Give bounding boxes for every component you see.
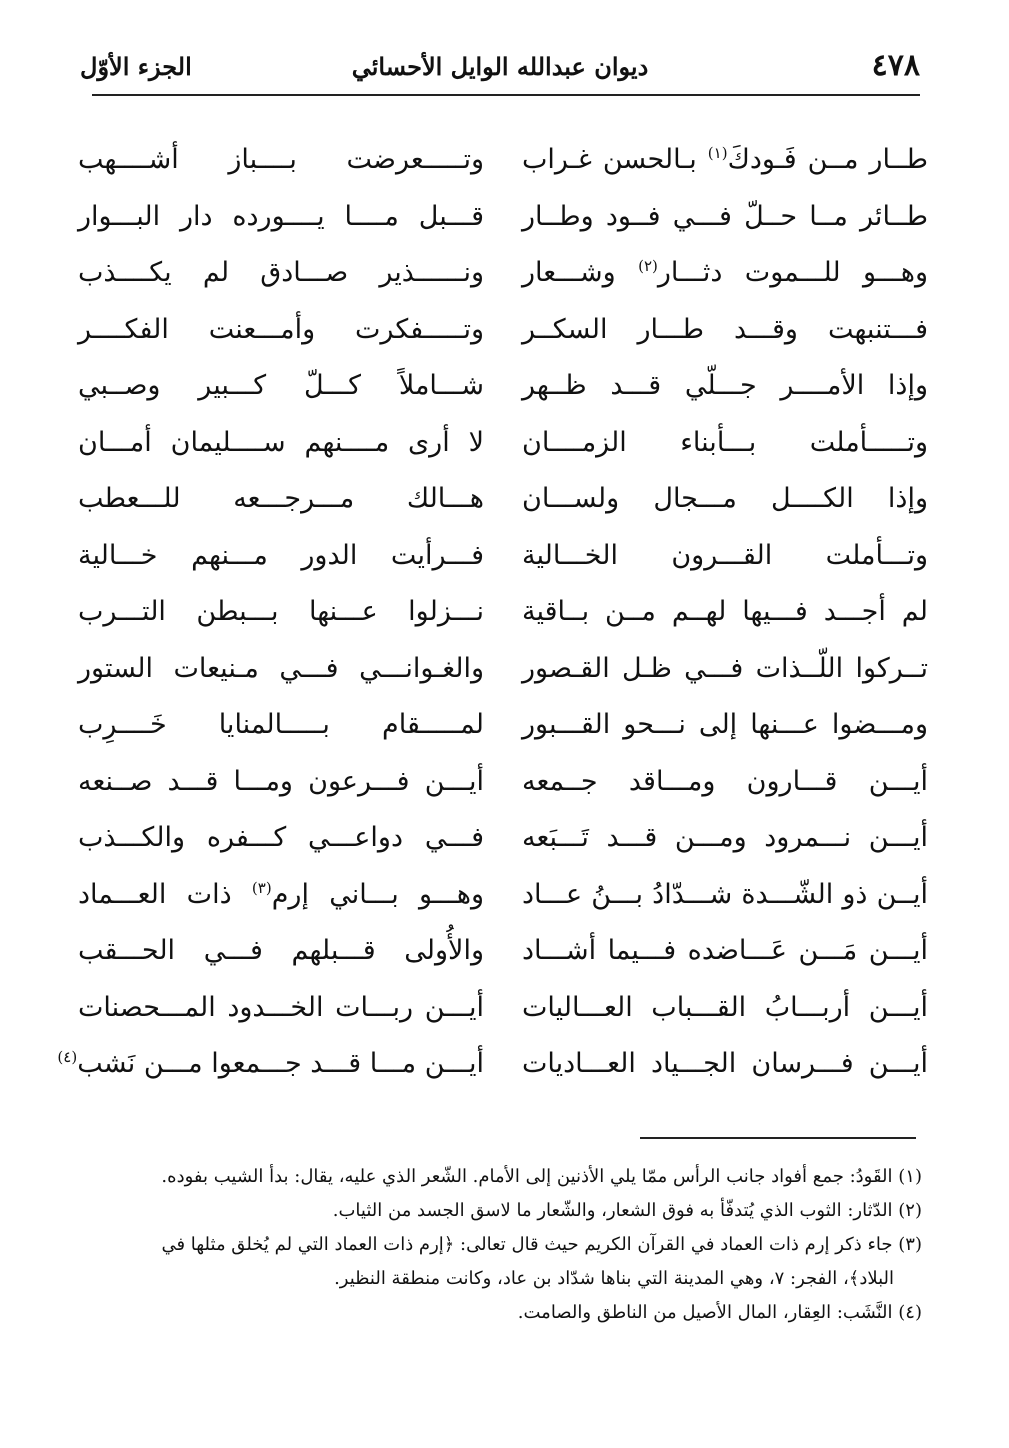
verse-line: [78, 534, 928, 591]
second-hemistich: [78, 477, 484, 521]
verse-line: [78, 590, 928, 647]
verse-line: [78, 873, 928, 930]
footnote-4: (٤) النَّشَب: العِقار، المال الأصيل من الناطق والصامت.: [517, 1302, 922, 1323]
verse-line: [78, 308, 928, 365]
hemistich-text: طــائر مــا حــلّ فـــي فــود وطــار: [522, 200, 928, 232]
hemistich-text: فـــتنبهت وقـــد طـــار السكــر: [522, 313, 928, 345]
first-hemistich: [522, 138, 928, 182]
hemistich-text: بـالحسن غـراب: [522, 144, 708, 175]
verse-line: [78, 703, 928, 760]
second-hemistich: [78, 986, 484, 1030]
second-hemistich: [78, 647, 484, 691]
second-hemistich: [78, 760, 484, 804]
hemistich-text: أيـــن مَـــن عَـــاضده فـــيما أشـــاد: [522, 935, 928, 966]
hemistich-text: أيـــن أربـــابُ القـــباب العـــاليات: [522, 991, 928, 1023]
second-hemistich: [78, 421, 484, 465]
hemistich-text: وتـــأملت القـــرون الخـــالية: [522, 539, 928, 571]
verse-line: [78, 251, 928, 308]
hemistich-text: شـــاملاً كـــلّ كـــبير وصــبي: [78, 370, 484, 401]
hemistich-text: فـــرأيت الدور مـــنهم خـــالية: [78, 539, 484, 571]
second-hemistich: [78, 703, 484, 747]
verse-line: [78, 195, 928, 252]
verse-line: [78, 929, 928, 986]
first-hemistich: [522, 929, 928, 973]
poem: [57, 138, 928, 1099]
second-hemistich: [78, 590, 484, 634]
page-number: ٤٧٨: [871, 48, 920, 83]
hemistich-text: وهـــو للـــموت دثـــار: [657, 257, 928, 288]
hemistich-text: أيـــن نـــمرود ومـــن قـــد تَـــبَعه: [522, 822, 928, 853]
footnote-1: (١) القَودُ: جمع أفواد جانب الرأس ممّا يلي الأذنين إلى الأمام. الشّعر الذي عليه، يقال: بدأ الشيب بفوده.: [161, 1166, 922, 1187]
hemistich-text: تــركوا اللّــذات فـــي ظـل القـصور: [522, 652, 928, 684]
first-hemistich: [522, 590, 928, 634]
hemistich-text: أيـــن فـــرعون ومـــا قـــد صــنعه: [78, 765, 484, 797]
hemistich-text: وإذا الأمــــر جـــلّي قـــد ظــهر: [522, 370, 928, 401]
verse-line: [78, 138, 928, 195]
second-hemistich: [78, 251, 484, 295]
hemistich-text: هـــالك مـــرجـــعه للـــعطب: [78, 483, 484, 514]
first-hemistich: [522, 1042, 928, 1086]
hemistich-text: أيـــن فـــرسان الجـــياد العـــاديات: [522, 1048, 928, 1079]
footnote-marker: (٤): [57, 1048, 78, 1066]
hemistich-text: فـــي دواعـــي كـــفره والكـــذب: [78, 822, 484, 853]
first-hemistich: [522, 477, 928, 521]
verse-line: [57, 1042, 928, 1099]
hemistich-text: والأُولى قـــبلهم فـــي الحـــقب: [78, 935, 484, 966]
second-hemistich: [78, 308, 484, 352]
footnotes: [90, 1160, 922, 1330]
second-hemistich: [78, 138, 484, 182]
first-hemistich: [522, 703, 928, 747]
first-hemistich: [522, 816, 928, 860]
hemistich-text: أيــن ذو الشّـــدة شـــدّادُ بـــنُ عـــاد: [522, 878, 928, 910]
hemistich-text: ذات العـــماد: [78, 878, 252, 910]
first-hemistich: [522, 364, 928, 408]
hemistich-text: وتـــــفكرت وأمـــعنت الفكــــر: [78, 313, 484, 345]
second-hemistich: [78, 534, 484, 578]
hemistich-text: لمـــــقام بـــــالمنايا خَــــرِب: [78, 709, 484, 740]
second-hemistich: [78, 873, 484, 917]
hemistich-text: والغـوانـــي فـــي مـنيعات الستور: [78, 652, 484, 684]
footnote-marker: (٢): [638, 257, 658, 275]
first-hemistich: [522, 647, 928, 691]
hemistich-text: ونــــــذير صـــادق لم يكــــذب: [78, 257, 484, 288]
hemistich-text: طــار مــن فَـودكَ: [727, 144, 928, 175]
hemistich-text: وتـــــعرضت بــــباز أشــــهب: [78, 144, 484, 175]
verse-line: [78, 760, 928, 817]
first-hemistich: [522, 251, 928, 295]
hemistich-text: أيـــن ربـــات الخـــدود المـــحصنات: [78, 991, 484, 1023]
verse-line: [78, 816, 928, 873]
footnote-3-continued: البلاد﴾، الفجر: ٧، وهي المدينة التي بناها شدّاد بن عاد، وكانت منطقة النظير.: [334, 1268, 894, 1289]
hemistich-text: وهـــو بـــاني إرم: [271, 878, 485, 910]
footnote-3: (٣) جاء ذكر إرم ذات العماد في القرآن الكريم حيث قال تعالى: ﴿إرم ذات العماد التي لم يُخلق مثلها في: [161, 1234, 922, 1255]
first-hemistich: [522, 308, 928, 352]
hemistich-text: لا أرى مــــنهم ســــليمان أمـــان: [78, 426, 484, 458]
second-hemistich: [57, 1042, 484, 1086]
second-hemistich: [78, 195, 484, 239]
hemistich-text: نـــزلوا عـــنها بـــبطن التـــرب: [78, 596, 484, 627]
hemistich-text: لم أجـــد فـــيها لهــم مــن بــاقية: [522, 596, 928, 627]
footnote-marker: (٣): [251, 878, 272, 897]
verse-line: [78, 421, 928, 478]
first-hemistich: [522, 986, 928, 1030]
footnote-separator: [640, 1137, 916, 1139]
second-hemistich: [78, 364, 484, 408]
verse-line: [78, 477, 928, 534]
footnote-marker: (١): [707, 144, 728, 162]
header-rule: [92, 94, 920, 96]
first-hemistich: [522, 873, 928, 917]
first-hemistich: [522, 760, 928, 804]
hemistich-text: وإذا الكــــل مـــجال ولســـان: [522, 483, 928, 514]
hemistich-text: قـــبل مــــا يــــورده دار البـــوار: [78, 200, 484, 232]
hemistich-text: أيـــن قـــارون ومـــاقد جــمعه: [522, 765, 928, 797]
book-title: ديوان عبدالله الوايل الأحسائي: [351, 52, 649, 81]
verse-line: [78, 986, 928, 1043]
footnote-2: (٢) الدّثار: الثوب الذي يُتدفّأ به فوق الشعار، والشّعار ما لاسق الجسد من الثياب.: [332, 1200, 922, 1221]
hemistich-text: وتـــــأملت بـــأبناء الزمــــان: [522, 426, 928, 458]
first-hemistich: [522, 534, 928, 578]
page-header: [80, 44, 920, 94]
first-hemistich: [522, 195, 928, 239]
verse-line: [78, 364, 928, 421]
hemistich-text: أيـــن مـــا قـــد جـــمعوا مـــن نَشب: [77, 1048, 484, 1079]
second-hemistich: [78, 816, 484, 860]
first-hemistich: [522, 421, 928, 465]
hemistich-text: ومـــضوا عـــنها إلى نـــحو القـــبور: [522, 709, 928, 740]
second-hemistich: [78, 929, 484, 973]
volume-label: الجزء الأوّل: [80, 52, 192, 81]
hemistich-text: وشـــعار: [522, 257, 639, 288]
verse-line: [78, 647, 928, 704]
